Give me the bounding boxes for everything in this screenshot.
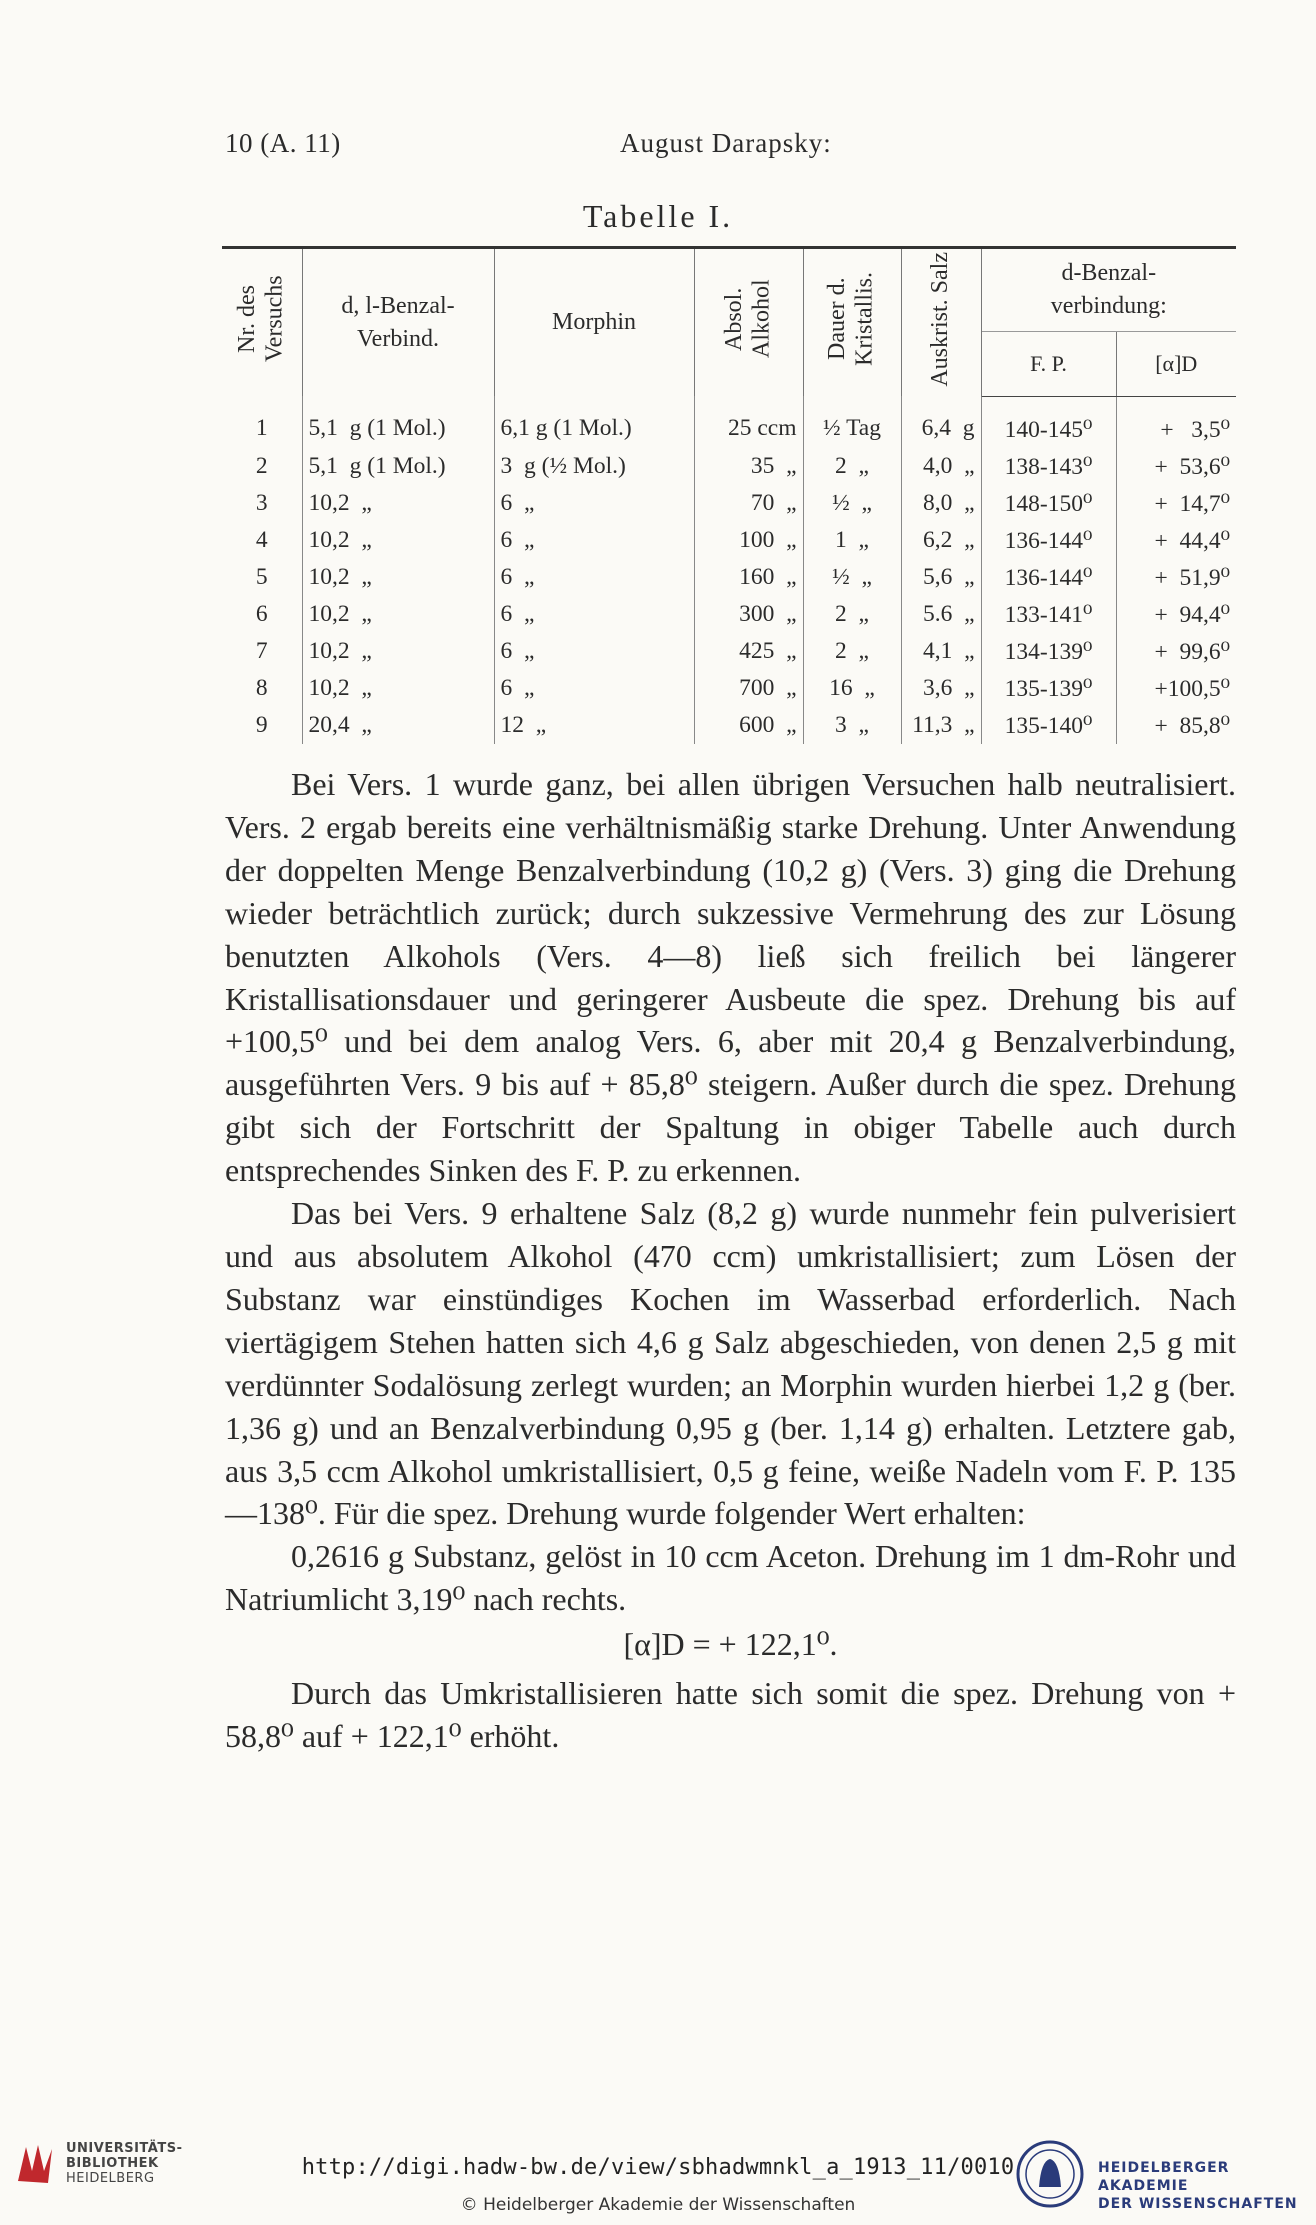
cell-salz: 5.6 „ bbox=[901, 596, 981, 633]
cell-dl-benzal: 10,2 „ bbox=[302, 522, 494, 559]
cell-dauer: 1 „ bbox=[803, 522, 901, 559]
cell-alpha: +100,5⁰ bbox=[1154, 675, 1231, 702]
cell-alkohol: 600 „ bbox=[694, 707, 803, 744]
cell-alkohol: 70 „ bbox=[694, 485, 803, 522]
cell-morphin: 6 „ bbox=[494, 522, 694, 559]
running-head bbox=[225, 128, 1236, 168]
cell-alpha: + 14,7⁰ bbox=[1154, 490, 1231, 517]
cell-salz: 11,3 „ bbox=[901, 707, 981, 744]
cell-fp: 148-150⁰ bbox=[981, 485, 1116, 522]
table-title: Tabelle I. bbox=[582, 198, 734, 234]
cell-nr: 3 bbox=[222, 485, 302, 522]
cell-dauer: 16 „ bbox=[803, 670, 901, 707]
source-url[interactable]: http://digi.hadw-bw.de/view/sbhadwmnkl_a_1913_11/0010 bbox=[301, 2155, 1015, 2180]
cell-morphin: 6,1 g (1 Mol.) bbox=[494, 396, 694, 448]
cell-fp: 136-144⁰ bbox=[981, 522, 1116, 559]
paragraph-2: Das bei Vers. 9 erhaltene Salz (8,2 g) wurde nunmehr fein pulverisiert und aus absolutem Alkohol (470 ccm) umkristallisiert; zum Lösen der Substanz war einstündiges Kochen im Wasserbad erforderlich. Nach viertägigem Stehen hatten sich 4,6 g Salz abgeschieden, von denen 2,5 g mit verdünnter Sodalösung zerlegt wurden; an Morphin wurden hierbei 1,2 g (ber. 1,36 g) und an Benzalverbindung 0,95 g (ber. 1,14 g) erhalten. Letztere gab, aus 3,5 ccm Alkohol umkristallisiert, 0,5 g feine, weiße Nadeln vom F. P. 135—138⁰. Für die spez. Drehung wurde folgender Wert erhalten: bbox=[225, 1195, 1236, 1532]
page-number: 10 (A. 11) bbox=[225, 128, 341, 158]
academy-name: HEIDELBERGER AKADEMIE DER WISSENSCHAFTEN bbox=[1098, 2160, 1298, 2212]
header-d-benzal-group: d-Benzal- verbindung: bbox=[981, 248, 1236, 332]
cell-dl-benzal: 5,1 g (1 Mol.) bbox=[302, 396, 494, 448]
cell-nr: 4 bbox=[222, 522, 302, 559]
cell-salz: 6,4 g bbox=[901, 396, 981, 448]
cell-dauer: ½ „ bbox=[803, 559, 901, 596]
cell-salz: 4,0 „ bbox=[901, 448, 981, 485]
cell-dauer: 2 „ bbox=[803, 596, 901, 633]
cell-alkohol: 35 „ bbox=[694, 448, 803, 485]
cell-dl-benzal: 10,2 „ bbox=[302, 559, 494, 596]
table-row bbox=[222, 596, 1236, 633]
running-title: August Darapsky: bbox=[620, 128, 832, 158]
header-dl-benzal: d, l-Benzal- Verbind. bbox=[302, 248, 494, 397]
cell-morphin: 3 g (½ Mol.) bbox=[494, 448, 694, 485]
table-row bbox=[222, 522, 1236, 559]
cell-dauer: 2 „ bbox=[803, 633, 901, 670]
cell-alpha: + 94,4⁰ bbox=[1154, 601, 1231, 628]
cell-alkohol: 425 „ bbox=[694, 633, 803, 670]
cell-nr: 6 bbox=[222, 596, 302, 633]
footer bbox=[0, 2125, 1316, 2225]
cell-dl-benzal: 10,2 „ bbox=[302, 485, 494, 522]
header-alpha: [α]D bbox=[1116, 332, 1236, 396]
cell-dl-benzal: 10,2 „ bbox=[302, 670, 494, 707]
cell-alpha: + 3,5⁰ bbox=[1160, 416, 1231, 443]
header-salz: Auskrist. Salz bbox=[901, 248, 981, 397]
cell-morphin: 6 „ bbox=[494, 485, 694, 522]
cell-alkohol: 300 „ bbox=[694, 596, 803, 633]
cell-salz: 5,6 „ bbox=[901, 559, 981, 596]
cell-dl-benzal: 20,4 „ bbox=[302, 707, 494, 744]
equation: [α]D = + 122,1⁰. bbox=[623, 1626, 838, 1663]
cell-morphin: 12 „ bbox=[494, 707, 694, 744]
cell-morphin: 6 „ bbox=[494, 559, 694, 596]
body-text bbox=[225, 763, 1236, 1758]
cell-fp: 134-139⁰ bbox=[981, 633, 1116, 670]
cell-morphin: 6 „ bbox=[494, 670, 694, 707]
cell-fp: 140-145⁰ bbox=[981, 396, 1116, 448]
cell-fp: 136-144⁰ bbox=[981, 559, 1116, 596]
cell-salz: 4,1 „ bbox=[901, 633, 981, 670]
cell-nr: 8 bbox=[222, 670, 302, 707]
cell-dauer: ½ „ bbox=[803, 485, 901, 522]
header-alkohol: Absol. Alkohol bbox=[694, 248, 803, 397]
table-row bbox=[222, 448, 1236, 485]
cell-dauer: 3 „ bbox=[803, 707, 901, 744]
cell-fp: 135-140⁰ bbox=[981, 707, 1116, 744]
table-row bbox=[222, 559, 1236, 596]
cell-morphin: 6 „ bbox=[494, 596, 694, 633]
cell-salz: 8,0 „ bbox=[901, 485, 981, 522]
cell-nr: 1 bbox=[222, 396, 302, 448]
cell-nr: 9 bbox=[222, 707, 302, 744]
table-row bbox=[222, 707, 1236, 744]
cell-alpha: + 53,6⁰ bbox=[1154, 453, 1231, 480]
cell-salz: 3,6 „ bbox=[901, 670, 981, 707]
cell-alpha: + 85,8⁰ bbox=[1154, 712, 1231, 739]
table-row bbox=[222, 485, 1236, 522]
paragraph-3: 0,2616 g Substanz, gelöst in 10 ccm Aceton. Drehung im 1 dm-Rohr und Natriumlicht 3,19⁰ nach rechts. bbox=[225, 1538, 1236, 1618]
copyright-notice: © Heidelberger Akademie der Wissenschaften bbox=[460, 2195, 856, 2215]
cell-alpha: + 44,4⁰ bbox=[1154, 527, 1231, 554]
cell-dl-benzal: 10,2 „ bbox=[302, 596, 494, 633]
header-morphin: Morphin bbox=[494, 248, 694, 397]
table-row bbox=[222, 633, 1236, 670]
academy-seal-icon bbox=[1015, 2139, 1085, 2209]
header-nr: Nr. des Versuchs bbox=[222, 248, 302, 397]
cell-dl-benzal: 10,2 „ bbox=[302, 633, 494, 670]
library-name: UNIVERSITÄTS- BIBLIOTHEK HEIDELBERG bbox=[66, 2141, 183, 2186]
cell-alkohol: 25 ccm bbox=[694, 396, 803, 448]
cell-fp: 138-143⁰ bbox=[981, 448, 1116, 485]
cell-alkohol: 700 „ bbox=[694, 670, 803, 707]
cell-fp: 133-141⁰ bbox=[981, 596, 1116, 633]
cell-alkohol: 100 „ bbox=[694, 522, 803, 559]
cell-alkohol: 160 „ bbox=[694, 559, 803, 596]
cell-alpha: + 99,6⁰ bbox=[1154, 638, 1231, 665]
cell-nr: 7 bbox=[222, 633, 302, 670]
paragraph-1: Bei Vers. 1 wurde ganz, bei allen übrigen Versuchen halb neutralisiert. Vers. 2 ergab bereits eine verhältnismäßig starke Drehung. Unter Anwendung der doppelten Menge Benzalverbindung (10,2 g) (Vers. 3) ging die Drehung wieder beträchtlich zurück; durch sukzessive Vermehrung des zur Lösung benutzten Alkohols (Vers. 4—8) ließ sich freilich bei längerer Kristallisationsdauer und geringerer Ausbeute die spez. Drehung bis auf +100,5⁰ und bei dem analog Vers. 6, aber mit 20,4 g Benzalverbindung, ausgeführten Vers. 9 bis auf + 85,8⁰ steigern. Außer durch die spez. Drehung gibt sich der Fortschritt der Spaltung in obiger Tabelle auch durch entsprechendes Sinken des F. P. zu erkennen. bbox=[225, 766, 1236, 1189]
data-table bbox=[222, 246, 1236, 744]
table-row bbox=[222, 396, 1236, 448]
cell-morphin: 6 „ bbox=[494, 633, 694, 670]
cell-dauer: ½ Tag bbox=[803, 396, 901, 448]
table-row bbox=[222, 670, 1236, 707]
paragraph-4: Durch das Umkristallisieren hatte sich somit die spez. Drehung von + 58,8⁰ auf + 122,1⁰ erhöht. bbox=[225, 1675, 1236, 1754]
header-fp: F. P. bbox=[981, 332, 1116, 396]
cell-nr: 5 bbox=[222, 559, 302, 596]
cell-dl-benzal: 5,1 g (1 Mol.) bbox=[302, 448, 494, 485]
cell-fp: 135-139⁰ bbox=[981, 670, 1116, 707]
cell-alpha: + 51,9⁰ bbox=[1154, 564, 1231, 591]
cell-nr: 2 bbox=[222, 448, 302, 485]
cell-dauer: 2 „ bbox=[803, 448, 901, 485]
header-dauer: Dauer d. Kristallis. bbox=[803, 248, 901, 397]
cell-salz: 6,2 „ bbox=[901, 522, 981, 559]
